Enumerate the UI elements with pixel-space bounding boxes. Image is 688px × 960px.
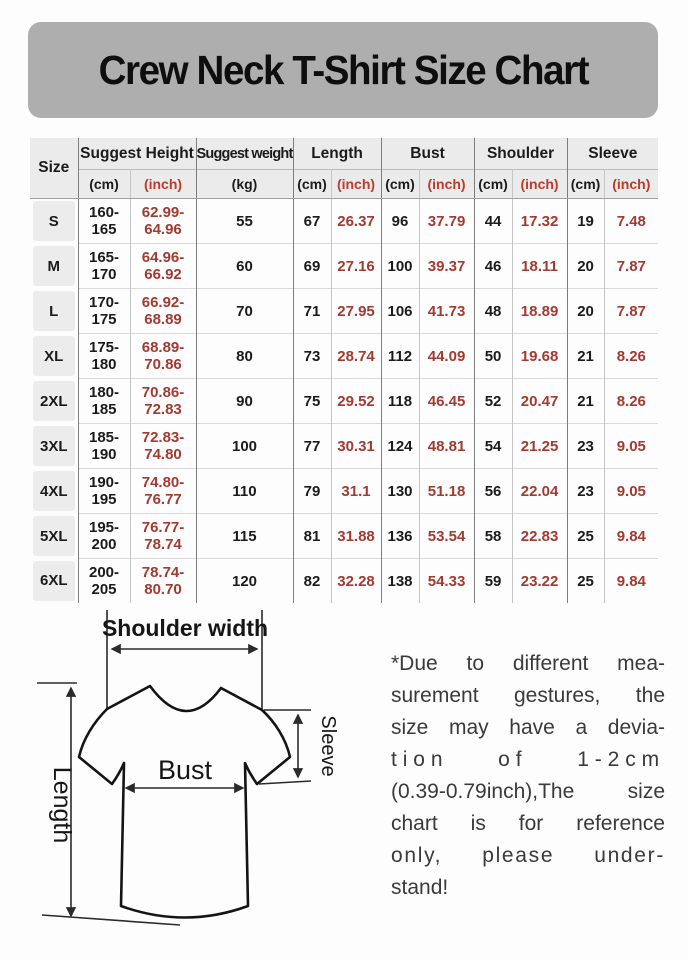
size-cell (30, 424, 78, 469)
weight_kg-cell: 90 (196, 379, 293, 424)
page-title: Crew Neck T-Shirt Size Chart (98, 46, 588, 93)
shoulder-width-label: Shoulder width (101, 615, 269, 641)
bust_inch-cell: 41.73 (419, 289, 474, 334)
unit-header-shoulder-inch: (inch) (512, 170, 567, 199)
table-row (30, 244, 658, 289)
bust_cm-cell: 100 (381, 244, 419, 289)
column-header-suggest-height: Suggest Height (78, 138, 196, 170)
unit-header-sleeve-inch: (inch) (604, 170, 658, 199)
table-row (30, 469, 658, 514)
length_inch-cell: 26.37 (331, 199, 381, 244)
length-label: Length (48, 766, 76, 844)
column-header-shoulder: Shoulder (474, 138, 567, 170)
disclaimer-line: *Due to different mea- (391, 652, 665, 675)
sleeve_inch-cell: 9.84 (604, 514, 658, 559)
unit-header-shoulder-cm: (cm) (474, 170, 512, 199)
bust_inch-cell: 44.09 (419, 334, 474, 379)
sleeve-bottom-tick (259, 781, 311, 784)
height_cm-cell: 185-190 (78, 424, 130, 469)
column-header-sleeve: Sleeve (567, 138, 658, 170)
size-cell (30, 244, 78, 289)
table-row (30, 334, 658, 379)
size-chip: XL (33, 336, 75, 376)
bust_inch-cell: 53.54 (419, 514, 474, 559)
weight_kg-cell: 100 (196, 424, 293, 469)
length_inch-cell: 30.31 (331, 424, 381, 469)
weight_kg-cell: 115 (196, 514, 293, 559)
disclaimer-line: (0.39-0.79inch),The size (391, 780, 665, 803)
unit-header-sleeve-cm: (cm) (567, 170, 604, 199)
sleeve_inch-cell: 9.84 (604, 559, 658, 604)
length_cm-cell: 82 (293, 559, 331, 604)
bust_cm-cell: 130 (381, 469, 419, 514)
length_inch-cell: 29.52 (331, 379, 381, 424)
shoulder_inch-cell: 20.47 (512, 379, 567, 424)
height_inch-cell: 70.86-72.83 (130, 379, 196, 424)
weight_kg-cell: 120 (196, 559, 293, 604)
sleeve_cm-cell: 23 (567, 469, 604, 514)
height_inch-cell: 72.83-74.80 (130, 424, 196, 469)
measurement-disclaimer (391, 648, 665, 904)
length_cm-cell: 77 (293, 424, 331, 469)
size-chip: 5XL (33, 516, 75, 556)
shoulder_inch-cell: 23.22 (512, 559, 567, 604)
disclaimer-line: only, please under- (391, 844, 665, 867)
weight_kg-cell: 60 (196, 244, 293, 289)
height_inch-cell: 68.89-70.86 (130, 334, 196, 379)
tshirt-measurement-diagram (28, 598, 380, 950)
column-header-length: Length (293, 138, 381, 170)
unit-header-height-cm: (cm) (78, 170, 130, 199)
bust_cm-cell: 124 (381, 424, 419, 469)
disclaimer-line: surement gestures, the (391, 684, 665, 707)
height_inch-cell: 66.92-68.89 (130, 289, 196, 334)
shoulder_cm-cell: 46 (474, 244, 512, 289)
length_inch-cell: 28.74 (331, 334, 381, 379)
size-chip: 6XL (33, 561, 75, 601)
table-row (30, 424, 658, 469)
height_cm-cell: 175-180 (78, 334, 130, 379)
shoulder_cm-cell: 56 (474, 469, 512, 514)
length_cm-cell: 73 (293, 334, 331, 379)
size-cell (30, 289, 78, 334)
size-cell (30, 334, 78, 379)
table-row (30, 199, 658, 244)
sleeve-label: Sleeve (317, 715, 339, 777)
bust_cm-cell: 96 (381, 199, 419, 244)
sleeve_cm-cell: 19 (567, 199, 604, 244)
shoulder_inch-cell: 22.04 (512, 469, 567, 514)
size-cell (30, 559, 78, 604)
disclaimer-line: stand! (391, 876, 449, 899)
sleeve_cm-cell: 25 (567, 559, 604, 604)
unit-header-length-cm: (cm) (293, 170, 331, 199)
length_inch-cell: 27.16 (331, 244, 381, 289)
disclaimer-line: size may have a devia- (391, 716, 665, 739)
size-cell (30, 469, 78, 514)
column-header-bust: Bust (381, 138, 474, 170)
disclaimer-line: chart is for reference (391, 812, 665, 835)
shoulder_cm-cell: 52 (474, 379, 512, 424)
length_inch-cell: 27.95 (331, 289, 381, 334)
weight_kg-cell: 55 (196, 199, 293, 244)
table-row (30, 379, 658, 424)
size-chart-table (30, 138, 658, 603)
shoulder_cm-cell: 50 (474, 334, 512, 379)
height_inch-cell: 62.99-64.96 (130, 199, 196, 244)
shoulder_inch-cell: 21.25 (512, 424, 567, 469)
bust_cm-cell: 136 (381, 514, 419, 559)
sleeve_inch-cell: 7.87 (604, 289, 658, 334)
unit-header-height-inch: (inch) (130, 170, 196, 199)
column-header-suggest-weight: Suggest weight (196, 138, 293, 170)
table-row (30, 514, 658, 559)
length_cm-cell: 79 (293, 469, 331, 514)
column-header-size: Size (30, 138, 78, 199)
weight_kg-cell: 110 (196, 469, 293, 514)
height_cm-cell: 165-170 (78, 244, 130, 289)
height_cm-cell: 190-195 (78, 469, 130, 514)
sleeve_inch-cell: 7.87 (604, 244, 658, 289)
height_cm-cell: 180-185 (78, 379, 130, 424)
length_inch-cell: 32.28 (331, 559, 381, 604)
unit-header-bust-inch: (inch) (419, 170, 474, 199)
shoulder_cm-cell: 59 (474, 559, 512, 604)
table-row (30, 289, 658, 334)
tshirt-outline (79, 686, 290, 918)
length_cm-cell: 69 (293, 244, 331, 289)
height_cm-cell: 160-165 (78, 199, 130, 244)
weight_kg-cell: 80 (196, 334, 293, 379)
sleeve_cm-cell: 23 (567, 424, 604, 469)
shoulder_cm-cell: 48 (474, 289, 512, 334)
size-chip: M (33, 246, 75, 286)
bust_inch-cell: 37.79 (419, 199, 474, 244)
size-chip: 3XL (33, 426, 75, 466)
size-chip: 2XL (33, 381, 75, 421)
shoulder_inch-cell: 22.83 (512, 514, 567, 559)
sleeve_inch-cell: 9.05 (604, 424, 658, 469)
weight_kg-cell: 70 (196, 289, 293, 334)
bust_inch-cell: 39.37 (419, 244, 474, 289)
table-header (30, 138, 658, 199)
sleeve_cm-cell: 21 (567, 379, 604, 424)
bust_inch-cell: 51.18 (419, 469, 474, 514)
length_inch-cell: 31.1 (331, 469, 381, 514)
size-cell (30, 514, 78, 559)
shoulder_inch-cell: 17.32 (512, 199, 567, 244)
sleeve_cm-cell: 20 (567, 289, 604, 334)
bust_cm-cell: 138 (381, 559, 419, 604)
size-cell (30, 199, 78, 244)
size-chip: S (33, 201, 75, 241)
size-chip: L (33, 291, 75, 331)
bust_inch-cell: 48.81 (419, 424, 474, 469)
bust_cm-cell: 112 (381, 334, 419, 379)
height_inch-cell: 64.96-66.92 (130, 244, 196, 289)
table-row (30, 559, 658, 604)
height_inch-cell: 78.74-80.70 (130, 559, 196, 604)
bust-label: Bust (157, 755, 213, 785)
length_cm-cell: 67 (293, 199, 331, 244)
height_inch-cell: 76.77-78.74 (130, 514, 196, 559)
sleeve_inch-cell: 9.05 (604, 469, 658, 514)
height_cm-cell: 200-205 (78, 559, 130, 604)
length_inch-cell: 31.88 (331, 514, 381, 559)
size-chip: 4XL (33, 471, 75, 511)
bust_cm-cell: 106 (381, 289, 419, 334)
sleeve_cm-cell: 21 (567, 334, 604, 379)
height_inch-cell: 74.80-76.77 (130, 469, 196, 514)
shoulder_cm-cell: 54 (474, 424, 512, 469)
length_cm-cell: 81 (293, 514, 331, 559)
bust_cm-cell: 118 (381, 379, 419, 424)
size-cell (30, 379, 78, 424)
unit-header-bust-cm: (cm) (381, 170, 419, 199)
shoulder_inch-cell: 19.68 (512, 334, 567, 379)
length_cm-cell: 71 (293, 289, 331, 334)
shoulder_inch-cell: 18.11 (512, 244, 567, 289)
length_cm-cell: 75 (293, 379, 331, 424)
unit-header-length-inch: (inch) (331, 170, 381, 199)
bust_inch-cell: 46.45 (419, 379, 474, 424)
sleeve_inch-cell: 8.26 (604, 334, 658, 379)
sleeve_inch-cell: 8.26 (604, 379, 658, 424)
height_cm-cell: 170-175 (78, 289, 130, 334)
sleeve_cm-cell: 25 (567, 514, 604, 559)
title-banner (28, 22, 658, 118)
disclaimer-line: tion of 1-2cm (391, 748, 665, 771)
size-chart-body (30, 199, 658, 604)
height_cm-cell: 195-200 (78, 514, 130, 559)
bust_inch-cell: 54.33 (419, 559, 474, 604)
shoulder_cm-cell: 44 (474, 199, 512, 244)
unit-header-weight-kg: (kg) (196, 170, 293, 199)
shoulder_inch-cell: 18.89 (512, 289, 567, 334)
shoulder_cm-cell: 58 (474, 514, 512, 559)
sleeve_cm-cell: 20 (567, 244, 604, 289)
sleeve_inch-cell: 7.48 (616, 212, 646, 230)
